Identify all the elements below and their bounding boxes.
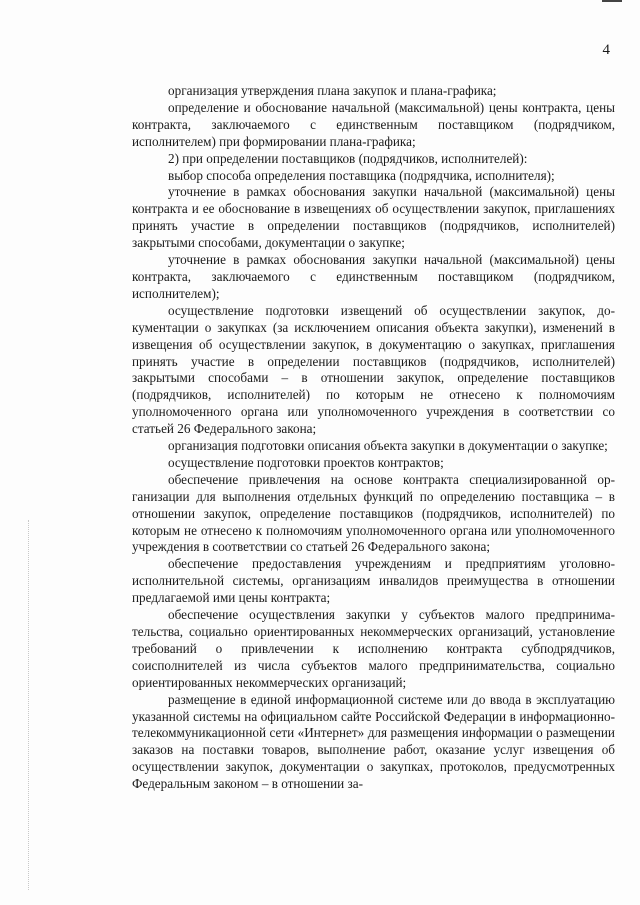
scan-edge-mark — [602, 0, 622, 2]
paragraph-12: обеспечение осуществления закупки у субъектов малого предпринимательства, социально ориентированных некоммерческих организаций, установление требований о привлечении к исполнению контракта субподрядчиков, соисполнителей из числа субъектов малого предпринимательства, социально ориентированных некоммерческих организаций; — [132, 607, 615, 690]
paragraph-5: уточнение в рамках обоснования закупки начальной (максимальной) цены контракта и ее обоснование в извещениях об осуществлении закупок, приглашениях принять участие в определении поставщиков (подрядчиков, исполнителей) закрытыми способами, документации о закупке; — [132, 184, 615, 251]
paragraph-1: организация утверждения плана закупок и плана-графика; — [168, 83, 497, 98]
paragraph-11: обеспечение предоставления учреждениям и предприятиям уголовно-исполнительной системы, организациям инвалидов преимущества в отношении предлагаемой ими цены контракта; — [132, 556, 615, 606]
paragraph-7: осуществление подготовки извещений об осуществлении закупок, документации о закупках (за исключением описания объекта закупки), изменений в извещения об осуществлении закупок, в документацию о закупках, приглашения принять участие в определении поставщиков (подрядчиков, исполнителей) закрытыми способами – в отношении закупок, определение поставщиков (подрядчиков, исполнителей) по которым не отнесено к полномочиям уполномоченного органа или уполномоченного учреждения в соответствии со статьей 26 Федерального закона; — [132, 302, 615, 437]
paragraph-8: организация подготовки описания объекта закупки в документации о закупке; — [168, 438, 608, 454]
page-number: 4 — [602, 42, 610, 58]
paragraph-13: размещение в единой информационной системе или до ввода в эксплуатацию указанной системы на официальном сайте Российской Федерации в информационно-телекоммуникационной сети «Интернет» для размещения информации о размещении заказов на поставки товаров, выполнение работ, оказание услуг извещения об осуществлении закупок, документации о закупках, протоколов, предусмотренных Федеральным законом – в отношении за- — [132, 691, 615, 792]
paragraph-3: 2) при определении поставщиков (подрядчиков, исполнителей): — [168, 150, 528, 166]
paragraph-2: определение и обоснование начальной (максимальной) цены контракта, цены контракта, заключаемого с единственным поставщиком (подрядчиком, исполнителем) при формировании плана-графика; — [132, 99, 615, 149]
document-body — [132, 83, 615, 793]
paragraph-10: обеспечение привлечения на основе контракта специализированной организации для выполнения отдельных функций по определению поставщика – в отношении закупок, определение поставщиков (подрядчиков, исполнителей) по которым не отнесено к полномочиям уполномоченного органа или уполномоченного учреждения в соответствии со статьей 26 Федерального закона; — [132, 471, 615, 555]
scan-margin-artifact — [28, 520, 30, 890]
paragraph-9: осуществление подготовки проектов контрактов; — [168, 454, 444, 470]
paragraph-6: уточнение в рамках обоснования закупки начальной (максимальной) цены контракта, заключаемого с единственным поставщиком (подрядчиком, исполнителем); — [132, 252, 615, 301]
paragraph-4: выбор способа определения поставщика (подрядчика, исполнителя); — [168, 167, 555, 183]
